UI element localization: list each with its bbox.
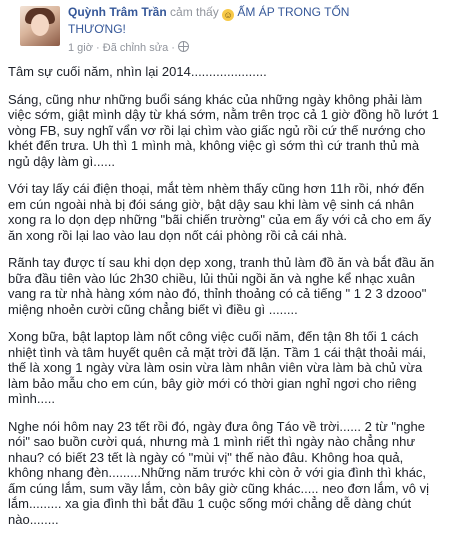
post-body <box>8 64 440 538</box>
post-paragraph: Với tay lấy cái điện thoại, mắt tèm nhèm thấy cũng hơn 11h rồi, nhớ đến em cún ngoài nhà bị đói sáng giờ, bật dậy sau khi làm vệ sinh cá nhân xong ra lo dọn dẹp những "bãi chiến trường" của em ấy với cả cho em ấy ăn xong rồi lại lao vào lau dọn nốt cái phòng rồi cả cái nhà. <box>8 181 432 243</box>
feeling-text-continued[interactable]: THƯƠNG! <box>68 22 126 36</box>
globe-icon[interactable] <box>178 41 189 52</box>
avatar[interactable] <box>20 6 60 46</box>
post-header <box>12 0 438 58</box>
separator-dot: · <box>171 42 175 54</box>
post-paragraph: Xong bữa, bật laptop làm nốt công việc cuối năm, đến tận 8h tối 1 cách nhiệt tình và tâm huyết quên cả mặt trời đã lặn. Tầm 1 cái thật thoải mái, thế là xong 1 ngày vừa làm osin vừa làm nhân viên vừa làm bà chủ vừa làm bảo mẫu cho em cún, bây giờ mới có thời gian nghỉ ngơi cho riêng mình..... <box>8 329 427 406</box>
feeling-prefix: cảm thấy <box>170 5 219 19</box>
post-meta <box>68 4 432 54</box>
smiling-face-icon: ☺ <box>223 10 233 20</box>
avatar-face-shape <box>31 14 49 36</box>
author-name[interactable]: Quỳnh Trâm Trần <box>68 5 167 19</box>
post-time[interactable]: 1 giờ <box>68 42 93 54</box>
separator-dot: · <box>96 42 100 54</box>
post-paragraph: Sáng, cũng như những buổi sáng khác của những ngày không phải làm việc sớm, giật mình dậy từ khá sớm, nằm trên trọc cả 1 giờ đồng hồ lướt 1 vòng FB, suy nghĩ vẩn vơ rồi lại chìm vào giấc ngủ rồi cứ thế nướng cho khét đến trưa. Uh thì 1 mình mà, không việc gì sớm thì cứ tranh thủ mà ngủ dậy làm gì...... <box>8 91 439 169</box>
edited-label[interactable]: Đã chỉnh sửa <box>102 42 169 54</box>
feeling-text[interactable]: ẤM ÁP TRONG TỐN <box>237 5 350 19</box>
post-timestamp-line <box>68 41 432 54</box>
post-paragraph: Rãnh tay được tí sau khi dọn dẹp xong, tranh thủ làm đồ ăn và bắt đầu ăn bữa đầu tiên vào lúc 2h30 chiều, lủi thủi ngồi ăn và nghe kể nhạc xuân vang ra từ nhà hàng xóm nào đó, thỉnh thoảng có cả tiếng " 1 2 3 dzooo" miệng nhoẻn cười cũng chẳng biết vì điều gì ........ <box>8 255 435 317</box>
author-line <box>68 4 432 37</box>
post-paragraph: Nghe nói hôm nay 23 tết rồi đó, ngày đưa ông Táo về trời...... 2 từ "nghe nói" sao buồn cười quá, nhưng mà 1 mình riết thì ngày nào chẳng như nhau? có biết 23 tết là ngày có "mùi vị" thế nào đâu. Không hoa quả, không nhang đèn.........Những năm trước khi còn ở với gia đình thì khác, ấm cúng lắm, sum vầy lắm, còn bây giờ cũng khác..... neo đơn lắm, vô vị lắm......... xa gia đình thì bắt đầu 1 cuộc sống mới chẳng dễ dàng chút nào........ <box>8 418 429 527</box>
post-paragraph: Tâm sự cuối năm, nhìn lại 2014..................... <box>8 64 267 79</box>
